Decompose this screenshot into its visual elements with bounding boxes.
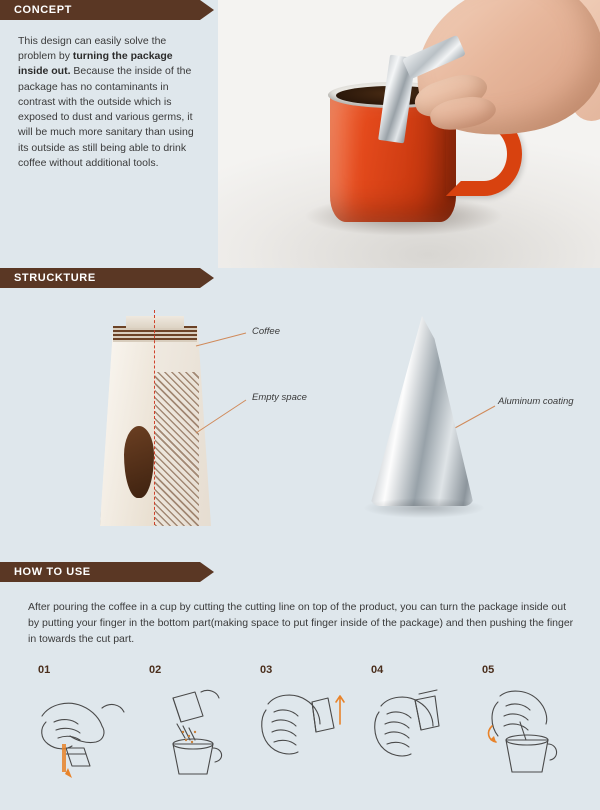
howto-instructions: After pouring the coffee in a cup by cutting the cutting line on top of the product, you can turn the package inside out by putting your finger in the bottom part(making space to put finger inside of the package) and then pushing the finger in towards the cut part. xyxy=(28,601,574,645)
package-coffee-fill xyxy=(100,326,155,526)
step-item xyxy=(246,664,357,794)
step-number: 04 xyxy=(371,664,384,676)
step-illustration-hold-package xyxy=(365,682,471,782)
concept-text-part-3: Because the inside of the package has no contaminants in contrast with the outside which is exposed to dust and various germs, it will be much more sanitary than using its outside as still being able to drink coffee without additional tools. xyxy=(18,65,194,169)
structure-diagram-area xyxy=(0,288,600,550)
step-number: 01 xyxy=(38,664,51,676)
concept-paragraph xyxy=(18,34,200,171)
section-title-structure: STRUCKTURE xyxy=(14,272,96,284)
section-title-howto: HOW TO USE xyxy=(14,566,91,578)
callout-coffee-label: Coffee xyxy=(252,326,280,337)
callout-coffee xyxy=(252,326,280,337)
callout-empty-space-label: Empty space xyxy=(252,392,307,403)
concept-text-part-1: This design can easily solve the problem by xyxy=(18,35,167,63)
step-number: 02 xyxy=(149,664,162,676)
callout-empty-space xyxy=(252,392,307,403)
step-illustration-pour-into-cup xyxy=(143,682,249,782)
concept-text-block xyxy=(0,20,218,270)
package-cut-tab xyxy=(126,316,184,328)
step-number: 03 xyxy=(260,664,273,676)
step-item xyxy=(468,664,579,794)
section-title-concept: CONCEPT xyxy=(14,4,72,16)
package-top-seal xyxy=(113,326,197,342)
step-item xyxy=(357,664,468,794)
package-render-shadow xyxy=(364,498,484,518)
section-header-howto xyxy=(0,562,200,582)
howto-steps xyxy=(24,664,580,794)
step-number: 05 xyxy=(482,664,495,676)
step-illustration-cut-bottom-corner xyxy=(32,682,138,782)
package-render-diagram xyxy=(370,316,474,516)
callout-aluminum-coating xyxy=(498,396,574,407)
callout-aluminum-coating-label: Aluminum coating xyxy=(498,396,574,407)
concept-text-part-2: turning the package inside out. xyxy=(18,50,173,78)
package-center-line xyxy=(154,310,155,525)
step-illustration-invert-package xyxy=(254,682,360,782)
aluminum-package-body xyxy=(370,316,474,506)
step-item xyxy=(135,664,246,794)
step-illustration-stir-in-cup xyxy=(476,682,582,782)
howto-area xyxy=(0,582,600,810)
package-empty-space-hatch xyxy=(155,372,199,526)
section-header-structure xyxy=(0,268,200,288)
step-item xyxy=(24,664,135,794)
concept-photo xyxy=(218,0,600,268)
package-cross-section-diagram xyxy=(100,310,210,525)
section-header-concept xyxy=(0,0,200,20)
structure-leader-lines xyxy=(0,288,600,550)
